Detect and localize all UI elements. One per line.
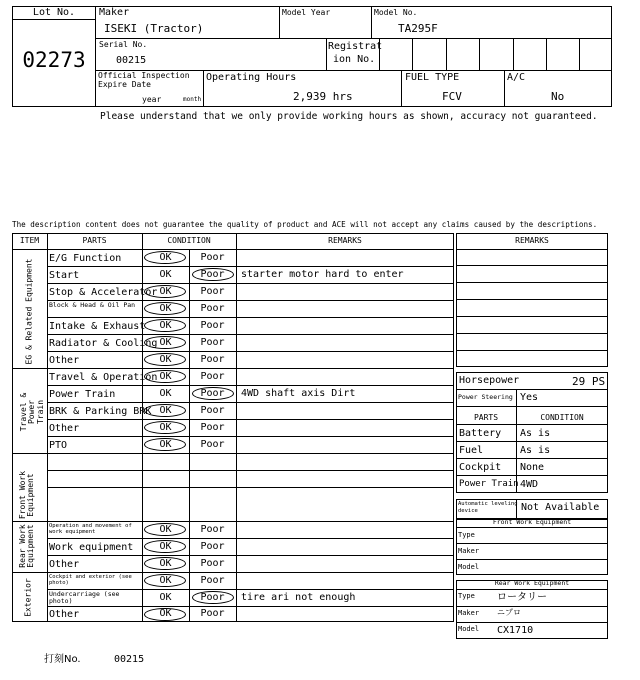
ok-selected-circle <box>144 319 186 332</box>
ok-selected-circle <box>144 370 186 383</box>
auto-leveling-value: Not Available <box>521 502 600 513</box>
fuel-value: As is <box>520 445 551 456</box>
remark-text: 4WD shaft axis Dirt <box>241 387 356 399</box>
poor-option: Poor <box>200 421 225 433</box>
divider <box>456 299 608 300</box>
ok-selected-circle <box>144 574 186 587</box>
horsepower-value: 29 PS <box>572 375 606 388</box>
part-label: E/G Function <box>49 252 122 264</box>
ok-selected-circle <box>144 251 186 264</box>
poor-option: Poor <box>200 574 225 586</box>
part-label: Other <box>49 558 80 570</box>
part-label: Stop & Accelerator <box>49 286 158 298</box>
divider <box>456 282 608 283</box>
divider <box>401 70 402 107</box>
divider <box>47 555 454 556</box>
divider <box>456 622 608 623</box>
ok-selected-circle <box>144 557 186 570</box>
divider <box>12 453 454 454</box>
hours-notice: Please understand that we only provide working hours as shown, accuracy not guaranteed. <box>100 111 598 122</box>
stamp-label: 打刻No. <box>44 654 81 665</box>
model-no-value: TA295F <box>398 22 438 35</box>
poor-option: Poor <box>200 302 225 314</box>
registration-label-2: ion No. <box>333 54 376 65</box>
divider <box>446 38 447 70</box>
disclaimer: The description content does not guarantee the quality of product and ACE will not accept any claims caused by the descriptions. <box>12 220 598 229</box>
model-year-label: Model Year <box>282 8 331 17</box>
ok-selected-circle <box>144 404 186 417</box>
rear-type-label: Type <box>458 592 475 600</box>
divider <box>546 38 547 70</box>
year-label: year <box>142 95 162 104</box>
divider <box>47 419 454 420</box>
ok-option: OK <box>159 404 172 416</box>
poor-option: Poor <box>200 557 225 569</box>
divider <box>456 589 608 590</box>
remark-text: starter motor hard to enter <box>241 268 404 280</box>
month-label: month <box>183 96 202 103</box>
cockpit-label: Cockpit <box>459 462 502 473</box>
ok-option: OK <box>159 268 172 280</box>
divider <box>203 70 204 107</box>
auto-leveling-label-2: device <box>458 508 478 514</box>
registration-label-1: Registrat <box>328 41 383 52</box>
ok-selected-circle <box>144 438 186 451</box>
fuel-type-label: FUEL TYPE <box>405 72 460 83</box>
divider <box>456 333 608 334</box>
part-label: Radiator & Cooling <box>49 337 158 349</box>
poor-option: Poor <box>200 336 225 348</box>
maker-value: ISEKI (Tractor) <box>104 22 204 35</box>
poor-option: Poor <box>200 404 225 416</box>
ok-option: OK <box>159 251 172 263</box>
ac-value: No <box>551 90 565 103</box>
divider <box>456 475 608 476</box>
lot-no-label: Lot No. <box>32 7 76 18</box>
poor-option: Poor <box>200 523 225 535</box>
part-label: Operation and movement of work equipment <box>49 523 132 536</box>
ok-option: OK <box>159 540 172 552</box>
maker-label: Maker <box>99 7 130 18</box>
ok-option: OK <box>159 319 172 331</box>
lot-no-value: 02273 <box>22 48 86 72</box>
col-condition: CONDITION <box>167 236 211 245</box>
part-label: Other <box>49 354 80 366</box>
auto-leveling-label-1: Automatic leveling <box>458 501 518 507</box>
right-parts-label: PARTS <box>473 413 499 422</box>
poor-option: Poor <box>200 438 225 450</box>
front-type-label: Type <box>458 531 475 539</box>
divider <box>47 266 454 267</box>
front-maker-label: Maker <box>458 547 480 555</box>
poor-option: Poor <box>200 319 225 331</box>
divider <box>47 351 454 352</box>
col-remarks: REMARKS <box>328 236 362 245</box>
horsepower-label: Horsepower <box>459 375 520 386</box>
fuel-type-value: FCV <box>442 90 462 103</box>
ok-selected-circle <box>144 540 186 553</box>
divider <box>47 402 454 403</box>
right-remarks-box <box>456 233 608 367</box>
divider <box>479 38 480 70</box>
battery-label: Battery <box>459 428 502 439</box>
ok-option: OK <box>159 574 172 586</box>
divider <box>47 385 454 386</box>
part-label: Cockpit and exterior (see photo) <box>49 574 132 587</box>
divider <box>47 233 48 622</box>
remark-text: tire ari not enough <box>241 591 356 603</box>
rear-model-value: CX1710 <box>497 625 534 636</box>
power-steering-label: Power Steering <box>458 393 513 401</box>
model-no-label: Model No. <box>374 8 418 17</box>
poor-selected-circle <box>192 591 234 604</box>
part-label: Power Train <box>49 388 116 400</box>
divider <box>504 70 505 107</box>
divider <box>456 424 608 425</box>
rear-maker-value: ニプロ <box>497 608 521 617</box>
rear-work-title: Rear Work Equipment <box>494 579 570 587</box>
ok-selected-circle <box>144 302 186 315</box>
divider <box>371 6 372 38</box>
divider <box>47 470 454 471</box>
poor-option: Poor <box>200 370 225 382</box>
divider <box>47 538 454 539</box>
ok-option: OK <box>159 353 172 365</box>
serial-no-value: 00215 <box>116 55 147 66</box>
ok-option: OK <box>159 438 172 450</box>
divider <box>456 350 608 351</box>
divider <box>12 572 454 573</box>
divider <box>412 38 413 70</box>
part-label: BRK & Parking BRK <box>49 405 152 417</box>
group-front: Front Work Equipment <box>18 470 36 520</box>
power-steering-value: Yes <box>520 392 539 403</box>
divider <box>12 19 96 20</box>
divider <box>12 368 454 369</box>
inspection-label-2: Expire Date <box>98 80 151 89</box>
divider <box>456 316 608 317</box>
front-model-label: Model <box>458 563 480 571</box>
ok-selected-circle <box>144 353 186 366</box>
ok-option: OK <box>159 557 172 569</box>
inspection-label-1: Official Inspection <box>98 71 190 80</box>
part-label: Undercarriage (see photo) <box>49 590 120 606</box>
part-label: Other <box>49 422 80 434</box>
divider <box>456 527 608 528</box>
ok-option: OK <box>159 591 172 603</box>
poor-selected-circle <box>192 268 234 281</box>
col-item: ITEM <box>19 236 40 245</box>
group-travel: Travel & Power Train <box>19 392 45 432</box>
divider <box>47 487 454 488</box>
power-train-label: Power Train <box>459 479 519 489</box>
ok-selected-circle <box>144 285 186 298</box>
part-label: Intake & Exhaust <box>49 320 146 332</box>
divider <box>47 436 454 437</box>
poor-option: Poor <box>200 387 225 399</box>
battery-value: As is <box>520 428 551 439</box>
divider <box>279 6 280 38</box>
ok-selected-circle <box>144 523 186 536</box>
divider <box>456 458 608 459</box>
operating-hours-label: Operating Hours <box>206 72 297 83</box>
operating-hours-value: 2,939 hrs <box>293 90 353 103</box>
group-rear: Rear Work Equipment <box>18 524 36 568</box>
fuel-label: Fuel <box>459 445 484 456</box>
ok-option: OK <box>159 523 172 535</box>
divider <box>95 38 612 39</box>
ok-option: OK <box>159 302 172 314</box>
divider <box>513 38 514 70</box>
divider <box>456 543 608 544</box>
poor-option: Poor <box>200 285 225 297</box>
ac-label: A/C <box>507 72 526 83</box>
ok-selected-circle <box>144 336 186 349</box>
divider <box>456 606 608 607</box>
ok-selected-circle <box>144 421 186 434</box>
col-parts: PARTS <box>82 236 107 245</box>
divider <box>456 406 608 407</box>
poor-option: Poor <box>200 608 225 619</box>
divider <box>579 38 580 70</box>
ok-option: OK <box>159 285 172 297</box>
ok-option: OK <box>159 336 172 348</box>
cockpit-value: None <box>520 462 545 473</box>
front-work-title: Front Work Equipment <box>492 518 572 526</box>
divider <box>47 317 454 318</box>
part-label: Other <box>49 609 80 620</box>
poor-option: Poor <box>200 540 225 552</box>
divider <box>12 249 454 250</box>
part-label: Travel & Operation <box>49 371 158 383</box>
poor-option: Poor <box>200 591 225 603</box>
divider <box>456 265 608 266</box>
divider <box>456 389 608 390</box>
ok-selected-circle <box>144 608 186 621</box>
group-travel-line-1 <box>19 371 45 453</box>
poor-option: Poor <box>200 268 225 280</box>
ok-option: OK <box>159 387 172 399</box>
rear-maker-label: Maker <box>458 609 480 617</box>
stamp-value: 00215 <box>114 654 145 665</box>
divider <box>456 249 608 250</box>
power-train-value: 4WD <box>520 479 539 490</box>
part-label: Block & Head & Oil Pan <box>49 301 136 309</box>
poor-selected-circle <box>192 387 234 400</box>
ok-option: OK <box>159 370 172 382</box>
divider <box>47 606 454 607</box>
divider <box>47 283 454 284</box>
ok-option: OK <box>159 608 172 619</box>
divider <box>516 389 517 493</box>
part-label: PTO <box>49 439 68 451</box>
group-exterior: Exterior <box>23 578 33 617</box>
serial-no-label: Serial No. <box>99 40 148 49</box>
part-label: Start <box>49 269 80 281</box>
rear-type-value: ロータリー <box>497 592 547 603</box>
part-label: Work equipment <box>49 541 134 553</box>
divider <box>456 441 608 442</box>
divider <box>47 334 454 335</box>
right-remarks-label: REMARKS <box>515 236 549 245</box>
divider <box>236 233 237 622</box>
poor-option: Poor <box>200 251 225 263</box>
right-condition-label: CONDITION <box>540 413 584 422</box>
ok-option: OK <box>159 421 172 433</box>
divider <box>326 38 327 70</box>
divider <box>456 559 608 560</box>
rear-model-label: Model <box>458 625 480 633</box>
divider <box>12 521 454 522</box>
group-eg: EG & Related Equipment <box>24 258 34 365</box>
poor-option: Poor <box>200 353 225 365</box>
